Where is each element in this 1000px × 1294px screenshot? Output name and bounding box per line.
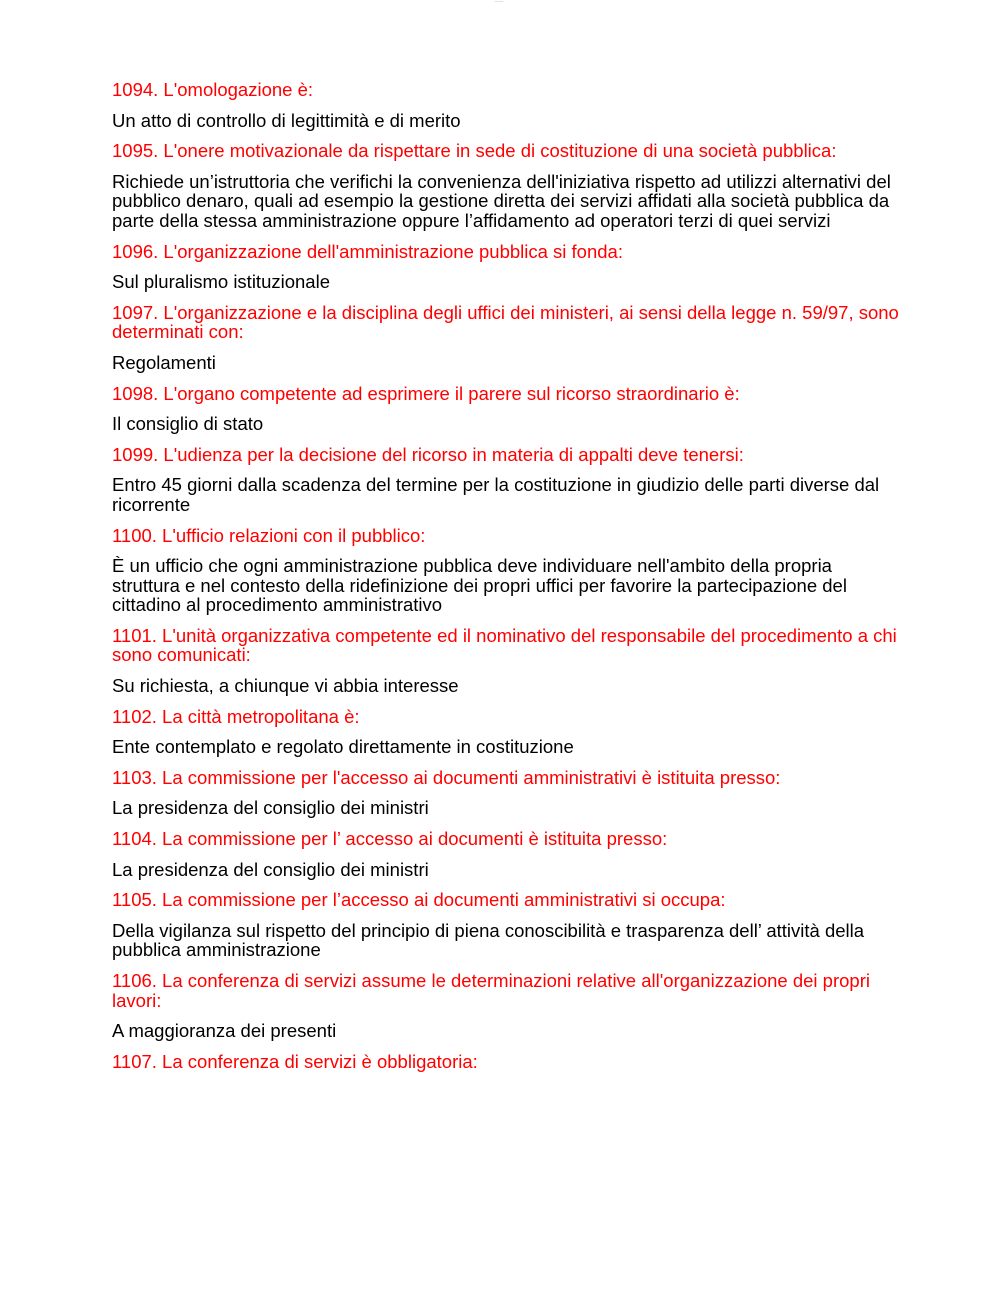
qa-item-1094 [112, 80, 902, 130]
answer-text: Della vigilanza sul rispetto del principio di piena conoscibilità e trasparenza dell’ attività della pubblica amministrazione [112, 919, 865, 961]
answer-text: La presidenza del consiglio dei ministri [112, 797, 429, 819]
question-text: 1100. L'ufficio relazioni con il pubblico: [112, 524, 426, 546]
question-text: 1103. La commissione per l'accesso ai documenti amministrativi è istituita presso: [112, 766, 781, 788]
qa-item-1102 [112, 707, 902, 757]
qa-item-1104 [112, 829, 902, 879]
qa-item-1099 [112, 445, 902, 515]
question-text: 1107. La conferenza di servizi è obbligatoria: [112, 1050, 478, 1072]
question-text: 1106. La conferenza di servizi assume le determinazioni relative all'organizzazione dei propri lavori: [112, 970, 870, 1011]
qa-item-1105 [112, 890, 902, 960]
answer-text: Ente contemplato e regolato direttamente in costituzione [112, 736, 574, 758]
qa-item-1101 [112, 626, 902, 696]
answer-text: Richiede un’istruttoria che verifichi la convenienza dell'iniziativa rispetto ad utilizzi alternativi del pubblico denaro, quali ad esempio la gestione diretta dei servizi affidati alla società pubblica da parte della stessa amministrazione oppure l’affidamento ad operatori terzi di quei servizi [112, 170, 891, 231]
answer-text: Un atto di controllo di legittimità e di merito [112, 109, 461, 131]
question-text: 1099. L'udienza per la decisione del ricorso in materia di appalti deve tenersi: [112, 443, 744, 465]
qa-item-1107 [112, 1052, 902, 1072]
answer-text: Su richiesta, a chiunque vi abbia interesse [112, 675, 459, 697]
question-text: 1096. L'organizzazione dell'amministrazione pubblica si fonda: [112, 240, 623, 262]
question-text: 1101. L'unità organizzativa competente ed il nominativo del responsabile del procedimento a chi sono comunicati: [112, 624, 897, 666]
answer-text: Il consiglio di stato [112, 413, 264, 435]
qa-item-1103 [112, 768, 902, 818]
question-text: 1104. La commissione per l’ accesso ai documenti è istituita presso: [112, 828, 668, 850]
page-header-mark: ~~~~~ [494, 0, 504, 3]
qa-item-1095 [112, 141, 902, 230]
answer-text: Regolamenti [112, 351, 216, 373]
question-text: 1102. La città metropolitana è: [112, 705, 360, 727]
qa-item-1097 [112, 303, 902, 373]
question-text: 1105. La commissione per l’accesso ai documenti amministrativi si occupa: [112, 889, 726, 911]
qa-item-1098 [112, 384, 902, 434]
question-text: 1094. L'omologazione è: [112, 79, 314, 100]
qa-item-1106 [112, 971, 902, 1041]
qa-item-1096 [112, 242, 902, 292]
qa-item-1100 [112, 526, 902, 615]
qa-list [112, 80, 902, 1082]
answer-text: A maggioranza dei presenti [112, 1020, 337, 1042]
question-text: 1098. L'organo competente ad esprimere il parere sul ricorso straordinario è: [112, 382, 740, 404]
answer-text: È un ufficio che ogni amministrazione pubblica deve individuare nell'ambito della propria struttura e nel contesto della ridefinizione dei propri uffici per favorire la partecipazione del cittadino al procedimento amministrativo [112, 555, 847, 616]
question-text: 1097. L'organizzazione e la disciplina degli uffici dei ministeri, ai sensi della legge n. 59/97, sono determinati con: [112, 301, 899, 343]
answer-text: Sul pluralismo istituzionale [112, 271, 330, 293]
answer-text: Entro 45 giorni dalla scadenza del termine per la costituzione in giudizio delle parti diverse dal ricorrente [112, 474, 880, 515]
answer-text: La presidenza del consiglio dei ministri [112, 858, 429, 880]
question-text: 1095. L'onere motivazionale da rispettare in sede di costituzione di una società pubblica: [112, 140, 837, 162]
